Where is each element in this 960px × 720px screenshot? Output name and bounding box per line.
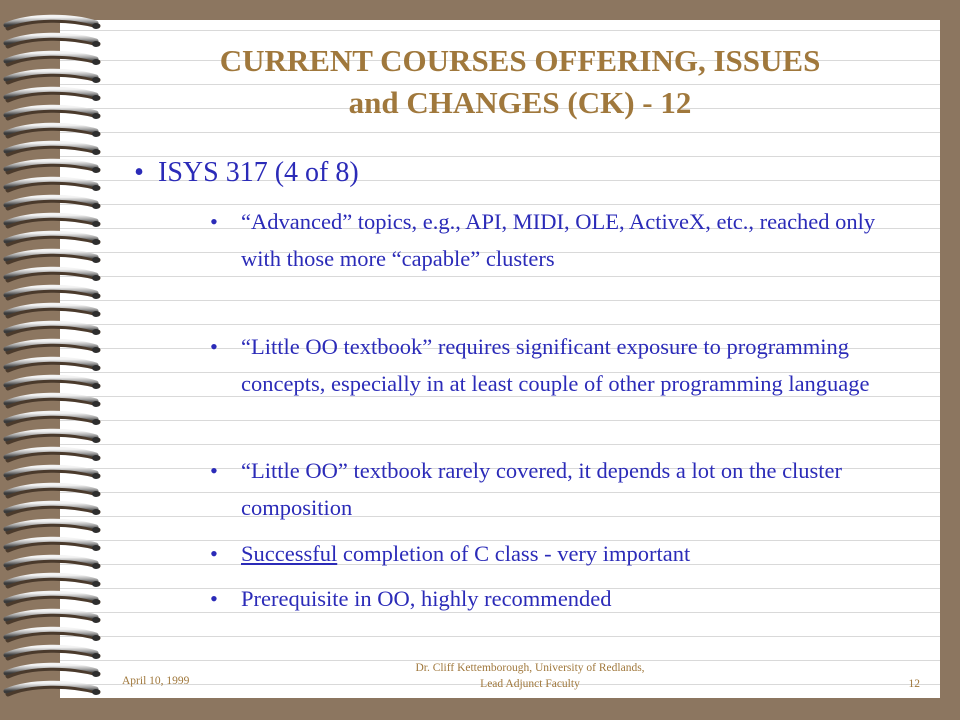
spiral-hole xyxy=(92,689,100,695)
footer-author xyxy=(360,660,700,692)
spiral-hole xyxy=(92,473,100,479)
sub-bullet-text xyxy=(241,535,920,572)
spiral-hole xyxy=(92,491,100,497)
spiral-hole xyxy=(92,455,100,461)
sub-bullet-text: “Advanced” topics, e.g., API, MIDI, OLE, ActiveX, etc., reached only with those more “capable” clusters xyxy=(241,209,876,271)
spiral-hole xyxy=(92,275,100,281)
spiral-hole xyxy=(92,545,100,551)
bullet-dot-icon: • xyxy=(210,209,218,234)
bullet-dot-icon: • xyxy=(210,586,218,611)
spiral-hole xyxy=(92,581,100,587)
spiral-hole xyxy=(92,113,100,119)
footer-author-line-1: Dr. Cliff Kettemborough, University of Redlands, xyxy=(415,662,645,674)
spiral-hole xyxy=(92,221,100,227)
spiral-hole xyxy=(92,563,100,569)
spiral-binding-icon xyxy=(0,0,110,720)
spiral-hole xyxy=(92,203,100,209)
sub-bullet-text: “Little OO” textbook rarely covered, it depends a lot on the cluster composition xyxy=(241,458,843,520)
footer-date: April 10, 1999 xyxy=(122,675,190,687)
bullet-dot-icon: • xyxy=(210,458,218,483)
spiral-hole xyxy=(92,95,100,101)
spiral-hole xyxy=(92,59,100,65)
sub-bullet-3 xyxy=(210,452,920,526)
spiral-hole xyxy=(92,23,100,29)
spiral-hole xyxy=(92,41,100,47)
footer-author-line-2: Lead Adjunct Faculty xyxy=(480,678,580,690)
spiral-hole xyxy=(92,77,100,83)
spiral-hole xyxy=(92,239,100,245)
spiral-hole xyxy=(92,635,100,641)
sub-bullet-1 xyxy=(210,203,920,277)
spiral-hole xyxy=(92,311,100,317)
main-bullet-text: ISYS 317 (4 of 8) xyxy=(158,157,359,188)
spiral-hole xyxy=(92,149,100,155)
spiral-hole xyxy=(92,185,100,191)
slide-title xyxy=(120,40,920,124)
spiral-hole xyxy=(92,383,100,389)
bullet-dot-icon: • xyxy=(134,157,144,188)
footer-page-number: 12 xyxy=(908,678,920,690)
spiral-hole xyxy=(92,167,100,173)
spiral-hole xyxy=(92,527,100,533)
slide-title-line-1: CURRENT COURSES OFFERING, ISSUES xyxy=(219,43,821,78)
spiral-hole xyxy=(92,347,100,353)
spiral-hole xyxy=(92,653,100,659)
sub-bullet-text: “Little OO textbook” requires significant exposure to programming concepts, especially in at least couple of other programming language xyxy=(241,334,870,396)
slide-title-line-2: and CHANGES (CK) - 12 xyxy=(348,85,692,120)
spiral-hole xyxy=(92,617,100,623)
sub-bullet-2 xyxy=(210,328,920,402)
sub-bullet-5 xyxy=(210,580,920,617)
spiral-hole xyxy=(92,671,100,677)
spiral-hole xyxy=(92,293,100,299)
spiral-hole xyxy=(92,437,100,443)
bullet-dot-icon: • xyxy=(210,541,218,566)
spiral-hole xyxy=(92,419,100,425)
sub-bullet-rest: completion of C class - very important xyxy=(337,541,691,566)
main-bullet xyxy=(120,155,920,191)
spiral-hole xyxy=(92,401,100,407)
spiral-hole xyxy=(92,131,100,137)
bullet-dot-icon: • xyxy=(210,334,218,359)
spiral-hole xyxy=(92,329,100,335)
sub-bullet-4 xyxy=(210,535,920,572)
spiral-hole xyxy=(92,365,100,371)
spiral-hole xyxy=(92,509,100,515)
underlined-word: Successful xyxy=(241,541,338,566)
spiral-hole xyxy=(92,257,100,263)
spiral-hole xyxy=(92,599,100,605)
sub-bullet-text: Prerequisite in OO, highly recommended xyxy=(241,586,612,611)
